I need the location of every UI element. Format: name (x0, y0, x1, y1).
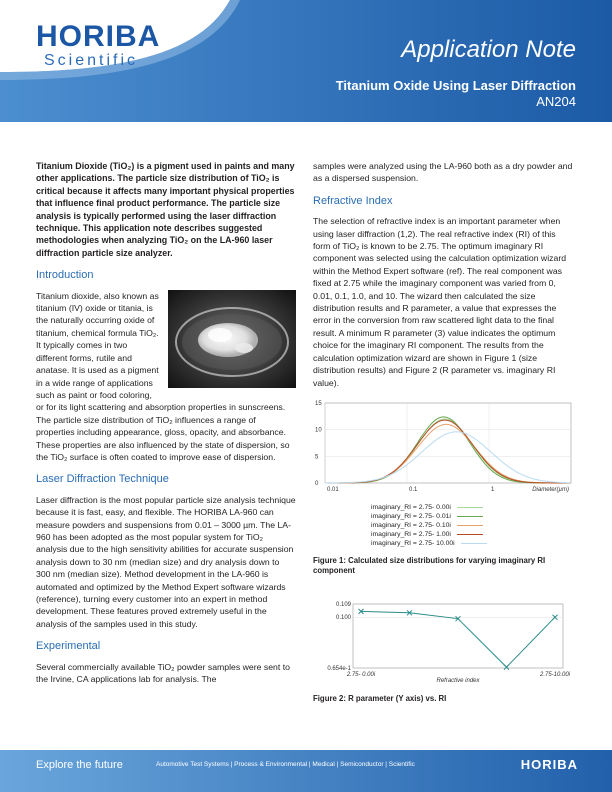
footer-logo: HORIBA (520, 757, 578, 772)
y-tick-label: 10 (315, 427, 322, 434)
tio2-powder-photo (168, 290, 296, 388)
legend-label: imaginary_RI = 2.75- 0.10i (371, 521, 451, 529)
r-parameter-chart (313, 596, 575, 686)
y-tick-label: 0.109 (335, 601, 351, 608)
legend-label: imaginary_RI = 2.75- 0.01i (371, 512, 451, 520)
legend-swatch (457, 534, 483, 535)
legend-swatch (457, 507, 483, 508)
logo-brand: HORIBA (36, 20, 161, 53)
x-tick-label: 1 (491, 486, 495, 493)
legend-entry (371, 539, 575, 548)
horiba-logo (36, 22, 160, 70)
legend-label: imaginary_RI = 2.75- 10.00i (371, 539, 455, 547)
figure-1-caption: Figure 1: Calculated size distributions for varying imaginary RI component (313, 555, 546, 575)
legend-entry (371, 530, 575, 539)
footer-nav[interactable]: Automotive Test Systems | Process & Environmental | Medical | Semiconductor | Scientific (156, 761, 415, 768)
x-tick-label: 2.75- 0.00i (346, 671, 376, 678)
figure-1-legend (371, 503, 575, 548)
x-axis-label: Diameter(µm) (532, 486, 569, 493)
left-column (36, 160, 296, 693)
x-tick-label: 2.75-10.00i (539, 671, 571, 678)
legend-label: imaginary_RI = 2.75- 0.00i (371, 503, 451, 511)
intro-paragraph: Titanium dioxide, also known as titanium (IV) oxide or titania, is the naturally occurring oxide of titanium, chemical formula TiO₂. It typically comes in two different forms, rutile and anatase. It is used as a pigment in a wide range of applications such as paint or food coloring, or for its light scattering and absorption properties in sunscreens. The particle size distribution of TiO₂ influences a range of properties including appearance, gloss, opacity, and absorbance. These properties are also influenced by the state of dispersion, so the TiO₂ surface is often coated to improve ease of dispersion. (36, 290, 290, 462)
doc-type: Application Note (401, 36, 576, 63)
footer-tagline: Explore the future (36, 759, 123, 771)
legend-swatch (457, 525, 483, 526)
ldt-paragraph: Laser diffraction is the most popular particle size analysis technique because it is fast, easy, and flexible. The HORIBA LA-960 can measure powders and suspensions from 0.01 – 3000 µm. The LA-960 has been adopted as the most popular system for TiO₂ analysis due to the high sensitivity abilities for accurate suspension analysis down to 30 nm (median size) and dry analysis down to 300 nm (median size). Method development in the LA-960 is automated and optimized by the Method Expert software wizards (reference), turning every customer into an expert in method development. These features proved extremely useful in the analysis of the samples used in this study. (36, 494, 296, 629)
legend-label: imaginary_RI = 2.75- 1.00i (371, 530, 451, 538)
logo-sub: Scientific (44, 52, 139, 69)
doc-code: AN204 (536, 94, 576, 109)
lead-paragraph: Titanium Dioxide (TiO₂) is a pigment used in paints and many other applications. The particle size distribution of TiO₂ is critical because it affects many important physical properties that influence final product performance. The particle size analysis is typically performed using the laser diffraction technique. This application note describes suggested methodologies when analyzing TiO₂ on the LA-960 laser diffraction particle size analyzer. (36, 161, 295, 258)
x-axis-label: Refractive index (436, 677, 480, 684)
legend-swatch (461, 543, 487, 544)
figure-2-caption: Figure 2: R parameter (Y axis) vs. RI (313, 693, 447, 703)
experimental-paragraph: Several commercially available TiO₂ powder samples were sent to the Irvine, CA applications lab for analysis. The (36, 661, 290, 685)
ldt-heading: Laser Diffraction Technique (36, 473, 169, 486)
ri-heading: Refractive Index (313, 194, 393, 207)
intro-heading: Introduction (36, 269, 94, 282)
figure-2 (313, 596, 575, 686)
ri-paragraph: The selection of refractive index is an important parameter when using laser diffraction (1,2). The real refractive index (RI) of this form of TiO₂ is known to be 2.75. The optimum imaginary RI component was selected using the calculation optimization wizard within the Method Expert software (ref). The real component was fixed at 2.75 while the imaginary component was varied from 0, 0.01, 0.1, 1.0, and 10. The wizard then calculated the size distribution results and R parameter, a value that expresses the error in the conversion from raw scattered light data to the final result. A minimum R parameter (3) value indicates the optimum choice for the imaginary RI component. The results from the calculation optimization wizard are shown in Figure 1 (size distribution results) and Figure 2 (R parameter vs. imaginary RI value). (313, 216, 567, 388)
plot-area (353, 604, 563, 668)
x-tick-label: 0.1 (409, 486, 418, 493)
legend-entry (371, 521, 575, 530)
y-tick-label: 0 (315, 480, 319, 487)
y-tick-label: 5 (315, 454, 319, 461)
legend-swatch (457, 516, 483, 517)
right-column (313, 160, 575, 712)
figure-1 (313, 397, 575, 497)
header (0, 0, 612, 132)
x-tick-label: 0.01 (327, 486, 339, 493)
size-distribution-chart (313, 397, 575, 497)
continued-paragraph: samples were analyzed using the LA-960 both as a dry powder and as a dispersed suspension. (313, 161, 573, 184)
plot-area (325, 403, 571, 483)
legend-entry (371, 512, 575, 521)
doc-title: Titanium Oxide Using Laser Diffraction (335, 78, 576, 93)
y-tick-label: 0.654e-1 (327, 665, 351, 672)
y-tick-label: 0.100 (335, 615, 351, 622)
legend-entry (371, 503, 575, 512)
experimental-heading: Experimental (36, 640, 101, 653)
y-tick-label: 15 (315, 400, 322, 407)
intro-section (36, 290, 296, 464)
